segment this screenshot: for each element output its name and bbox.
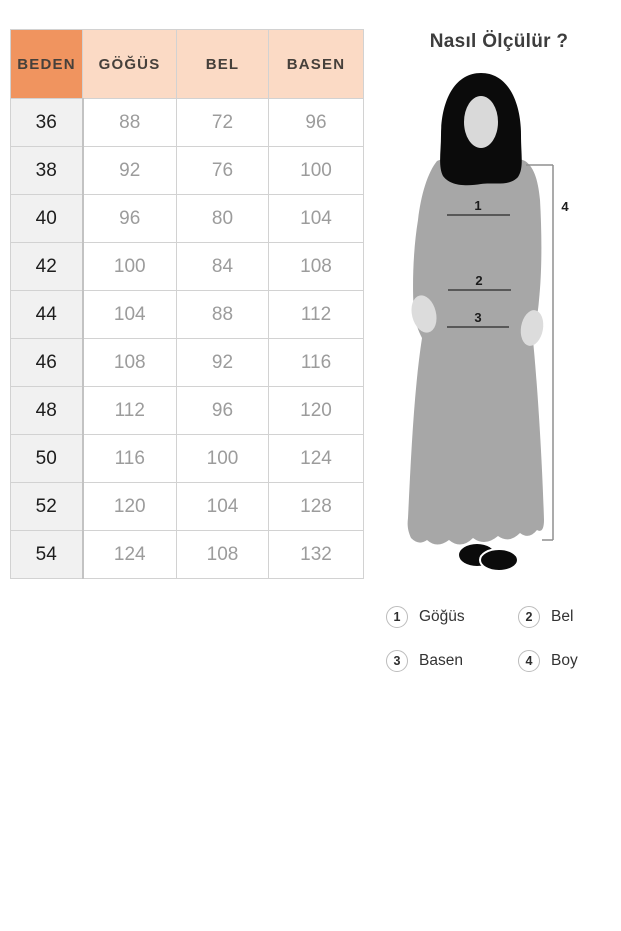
size-cell: 36	[11, 99, 83, 147]
figure-wrap	[380, 60, 618, 605]
measure-cell: 116	[83, 435, 177, 483]
legend-item-basen	[386, 649, 518, 673]
table-row	[11, 531, 364, 579]
legend-label-gogus: Göğüs	[419, 608, 465, 625]
marker-chest-number: 1	[474, 198, 482, 213]
marker-hip-number: 3	[474, 310, 482, 325]
legend-label-bel: Bel	[551, 608, 574, 625]
shoes-shape	[459, 544, 518, 571]
measure-cell: 124	[269, 435, 364, 483]
header-beden: BEDEN	[11, 30, 83, 99]
measure-cell: 96	[83, 195, 177, 243]
measure-cell: 104	[83, 291, 177, 339]
legend-label-boy: Boy	[551, 652, 578, 669]
measure-figure-illustration	[380, 60, 618, 600]
legend-circle-4: 4	[518, 650, 540, 672]
size-cell: 48	[11, 387, 83, 435]
measure-cell: 112	[269, 291, 364, 339]
size-cell: 52	[11, 483, 83, 531]
table-row	[11, 147, 364, 195]
legend-label-basen: Basen	[419, 652, 463, 669]
guide-title: Nasıl Ölçülür ?	[429, 31, 569, 52]
measure-cell: 100	[83, 243, 177, 291]
header-gogus: GÖĞÜS	[83, 30, 177, 99]
size-table-body	[11, 99, 364, 579]
table-row	[11, 99, 364, 147]
measure-cell: 120	[269, 387, 364, 435]
marker-height-number: 4	[561, 199, 569, 214]
legend-circle-3: 3	[386, 650, 408, 672]
size-cell: 42	[11, 243, 83, 291]
measure-cell: 108	[177, 531, 269, 579]
size-cell: 50	[11, 435, 83, 483]
table-row	[11, 483, 364, 531]
measure-cell: 108	[83, 339, 177, 387]
size-table-head	[11, 30, 364, 99]
measure-cell: 72	[177, 99, 269, 147]
size-cell: 54	[11, 531, 83, 579]
table-row	[11, 195, 364, 243]
legend-circle-1: 1	[386, 606, 408, 628]
table-row	[11, 387, 364, 435]
measure-cell: 132	[269, 531, 364, 579]
measure-cell: 104	[177, 483, 269, 531]
marker-waist-number: 2	[475, 273, 483, 288]
measure-cell: 92	[177, 339, 269, 387]
measure-cell: 112	[83, 387, 177, 435]
measure-cell: 76	[177, 147, 269, 195]
table-row	[11, 243, 364, 291]
measure-cell: 92	[83, 147, 177, 195]
measure-guide-panel	[380, 30, 618, 673]
table-row	[11, 291, 364, 339]
size-table	[10, 29, 364, 579]
measure-cell: 100	[269, 147, 364, 195]
measure-cell: 100	[177, 435, 269, 483]
legend-item-bel	[518, 605, 618, 629]
measure-cell: 88	[83, 99, 177, 147]
legend-item-gogus	[386, 605, 518, 629]
measure-cell: 108	[269, 243, 364, 291]
measure-cell: 80	[177, 195, 269, 243]
face-shape	[464, 96, 498, 148]
table-header-row	[11, 30, 364, 99]
measure-cell: 96	[177, 387, 269, 435]
measure-cell: 104	[269, 195, 364, 243]
measure-cell: 88	[177, 291, 269, 339]
legend-circle-2: 2	[518, 606, 540, 628]
table-row	[11, 435, 364, 483]
size-cell: 46	[11, 339, 83, 387]
measure-cell: 128	[269, 483, 364, 531]
size-cell: 40	[11, 195, 83, 243]
header-basen: BASEN	[269, 30, 364, 99]
legend-item-boy	[518, 649, 618, 673]
size-cell: 38	[11, 147, 83, 195]
table-row	[11, 339, 364, 387]
size-cell: 44	[11, 291, 83, 339]
header-bel: BEL	[177, 30, 269, 99]
measure-cell: 96	[269, 99, 364, 147]
measure-cell: 84	[177, 243, 269, 291]
measure-legend	[380, 605, 618, 673]
dress-shape	[408, 155, 544, 545]
measure-cell: 116	[269, 339, 364, 387]
measure-cell: 124	[83, 531, 177, 579]
measure-cell: 120	[83, 483, 177, 531]
